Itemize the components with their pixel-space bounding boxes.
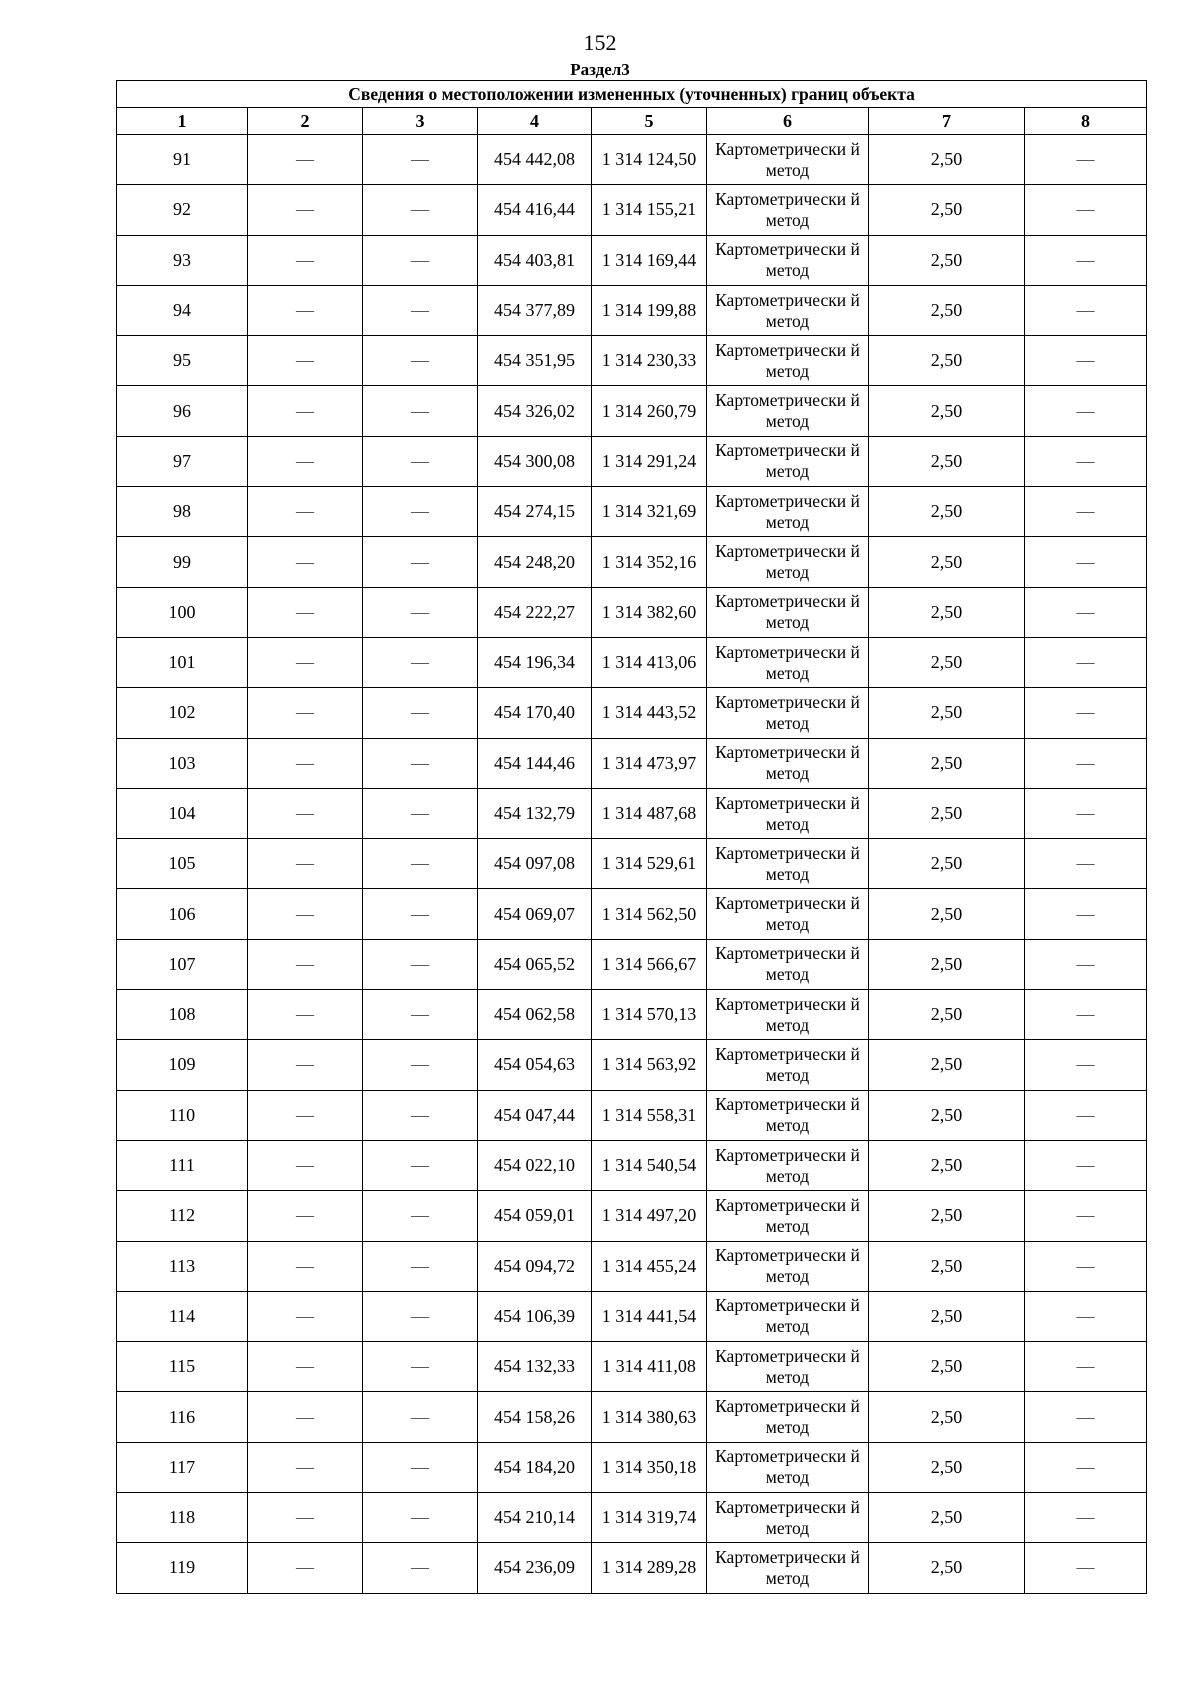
table-row xyxy=(117,487,1147,537)
accuracy-cell: 2,50 xyxy=(869,336,1025,386)
point-number-cell: 116 xyxy=(117,1392,248,1442)
y-coordinate-cell: 1 314 260,79 xyxy=(592,386,707,436)
table-row xyxy=(117,990,1147,1040)
table-row xyxy=(117,135,1147,185)
col3-cell: — xyxy=(363,1241,478,1291)
x-coordinate-cell: 454 144,46 xyxy=(478,738,592,788)
table-row xyxy=(117,1140,1147,1190)
col3-cell: — xyxy=(363,1392,478,1442)
col2-cell: — xyxy=(248,788,363,838)
col3-cell: — xyxy=(363,788,478,838)
x-coordinate-cell: 454 106,39 xyxy=(478,1291,592,1341)
col2-cell: — xyxy=(248,386,363,436)
table-row xyxy=(117,1543,1147,1593)
col3-cell: — xyxy=(363,386,478,436)
table-row xyxy=(117,839,1147,889)
col2-cell: — xyxy=(248,839,363,889)
col8-cell: — xyxy=(1025,1342,1147,1392)
x-coordinate-cell: 454 022,10 xyxy=(478,1140,592,1190)
accuracy-cell: 2,50 xyxy=(869,285,1025,335)
y-coordinate-cell: 1 314 169,44 xyxy=(592,235,707,285)
col2-cell: — xyxy=(248,235,363,285)
x-coordinate-cell: 454 069,07 xyxy=(478,889,592,939)
col2-cell: — xyxy=(248,1543,363,1593)
method-cell: Картометрически й метод xyxy=(707,1090,869,1140)
accuracy-cell: 2,50 xyxy=(869,1040,1025,1090)
point-number-cell: 113 xyxy=(117,1241,248,1291)
y-coordinate-cell: 1 314 230,33 xyxy=(592,336,707,386)
col3-cell: — xyxy=(363,1040,478,1090)
col2-cell: — xyxy=(248,285,363,335)
y-coordinate-cell: 1 314 382,60 xyxy=(592,587,707,637)
y-coordinate-cell: 1 314 558,31 xyxy=(592,1090,707,1140)
col2-cell: — xyxy=(248,990,363,1040)
x-coordinate-cell: 454 300,08 xyxy=(478,436,592,486)
x-coordinate-cell: 454 248,20 xyxy=(478,537,592,587)
col3-cell: — xyxy=(363,185,478,235)
accuracy-cell: 2,50 xyxy=(869,185,1025,235)
col3-cell: — xyxy=(363,336,478,386)
method-cell: Картометрически й метод xyxy=(707,135,869,185)
accuracy-cell: 2,50 xyxy=(869,889,1025,939)
col3-cell: — xyxy=(363,1140,478,1190)
point-number-cell: 101 xyxy=(117,637,248,687)
method-cell: Картометрически й метод xyxy=(707,738,869,788)
col2-cell: — xyxy=(248,336,363,386)
col3-cell: — xyxy=(363,1342,478,1392)
method-cell: Картометрически й метод xyxy=(707,1442,869,1492)
y-coordinate-cell: 1 314 124,50 xyxy=(592,135,707,185)
method-cell: Картометрически й метод xyxy=(707,637,869,687)
col3-cell: — xyxy=(363,1493,478,1543)
point-number-cell: 91 xyxy=(117,135,248,185)
method-cell: Картометрически й метод xyxy=(707,436,869,486)
col3-cell: — xyxy=(363,1291,478,1341)
x-coordinate-cell: 454 062,58 xyxy=(478,990,592,1040)
x-coordinate-cell: 454 132,79 xyxy=(478,788,592,838)
table-row xyxy=(117,688,1147,738)
column-header: 2 xyxy=(248,108,363,135)
col8-cell: — xyxy=(1025,436,1147,486)
col8-cell: — xyxy=(1025,1392,1147,1442)
method-cell: Картометрически й метод xyxy=(707,185,869,235)
table-row xyxy=(117,1040,1147,1090)
accuracy-cell: 2,50 xyxy=(869,738,1025,788)
point-number-cell: 115 xyxy=(117,1342,248,1392)
y-coordinate-cell: 1 314 321,69 xyxy=(592,487,707,537)
accuracy-cell: 2,50 xyxy=(869,587,1025,637)
col3-cell: — xyxy=(363,738,478,788)
point-number-cell: 94 xyxy=(117,285,248,335)
table-row xyxy=(117,1392,1147,1442)
point-number-cell: 114 xyxy=(117,1291,248,1341)
col8-cell: — xyxy=(1025,1493,1147,1543)
col3-cell: — xyxy=(363,487,478,537)
col3-cell: — xyxy=(363,235,478,285)
y-coordinate-cell: 1 314 487,68 xyxy=(592,788,707,838)
col8-cell: — xyxy=(1025,1543,1147,1593)
col2-cell: — xyxy=(248,688,363,738)
col3-cell: — xyxy=(363,990,478,1040)
accuracy-cell: 2,50 xyxy=(869,990,1025,1040)
col8-cell: — xyxy=(1025,1090,1147,1140)
point-number-cell: 102 xyxy=(117,688,248,738)
y-coordinate-cell: 1 314 473,97 xyxy=(592,738,707,788)
col2-cell: — xyxy=(248,1342,363,1392)
col3-cell: — xyxy=(363,135,478,185)
point-number-cell: 97 xyxy=(117,436,248,486)
y-coordinate-cell: 1 314 352,16 xyxy=(592,537,707,587)
col8-cell: — xyxy=(1025,1040,1147,1090)
column-header: 3 xyxy=(363,108,478,135)
method-cell: Картометрически й метод xyxy=(707,688,869,738)
col8-cell: — xyxy=(1025,939,1147,989)
method-cell: Картометрически й метод xyxy=(707,1493,869,1543)
y-coordinate-cell: 1 314 443,52 xyxy=(592,688,707,738)
col8-cell: — xyxy=(1025,285,1147,335)
col8-cell: — xyxy=(1025,637,1147,687)
x-coordinate-cell: 454 222,27 xyxy=(478,587,592,637)
y-coordinate-cell: 1 314 441,54 xyxy=(592,1291,707,1341)
point-number-cell: 110 xyxy=(117,1090,248,1140)
col8-cell: — xyxy=(1025,336,1147,386)
table-row xyxy=(117,235,1147,285)
col3-cell: — xyxy=(363,839,478,889)
method-cell: Картометрически й метод xyxy=(707,285,869,335)
col3-cell: — xyxy=(363,939,478,989)
accuracy-cell: 2,50 xyxy=(869,1442,1025,1492)
table-row xyxy=(117,436,1147,486)
table-row xyxy=(117,185,1147,235)
col2-cell: — xyxy=(248,1241,363,1291)
col8-cell: — xyxy=(1025,990,1147,1040)
accuracy-cell: 2,50 xyxy=(869,1140,1025,1190)
point-number-cell: 112 xyxy=(117,1191,248,1241)
col8-cell: — xyxy=(1025,135,1147,185)
col2-cell: — xyxy=(248,436,363,486)
x-coordinate-cell: 454 274,15 xyxy=(478,487,592,537)
x-coordinate-cell: 454 196,34 xyxy=(478,637,592,687)
table-row xyxy=(117,1342,1147,1392)
x-coordinate-cell: 454 097,08 xyxy=(478,839,592,889)
method-cell: Картометрически й метод xyxy=(707,889,869,939)
col3-cell: — xyxy=(363,1090,478,1140)
point-number-cell: 99 xyxy=(117,537,248,587)
table-row xyxy=(117,537,1147,587)
table-row xyxy=(117,1493,1147,1543)
column-header: 8 xyxy=(1025,108,1147,135)
method-cell: Картометрически й метод xyxy=(707,788,869,838)
col2-cell: — xyxy=(248,487,363,537)
point-number-cell: 106 xyxy=(117,889,248,939)
y-coordinate-cell: 1 314 350,18 xyxy=(592,1442,707,1492)
x-coordinate-cell: 454 351,95 xyxy=(478,336,592,386)
col3-cell: — xyxy=(363,688,478,738)
point-number-cell: 100 xyxy=(117,587,248,637)
point-number-cell: 117 xyxy=(117,1442,248,1492)
col2-cell: — xyxy=(248,1442,363,1492)
method-cell: Картометрически й метод xyxy=(707,939,869,989)
point-number-cell: 119 xyxy=(117,1543,248,1593)
col8-cell: — xyxy=(1025,1140,1147,1190)
y-coordinate-cell: 1 314 562,50 xyxy=(592,889,707,939)
accuracy-cell: 2,50 xyxy=(869,386,1025,436)
point-number-cell: 104 xyxy=(117,788,248,838)
method-cell: Картометрически й метод xyxy=(707,1543,869,1593)
point-number-cell: 118 xyxy=(117,1493,248,1543)
accuracy-cell: 2,50 xyxy=(869,235,1025,285)
point-number-cell: 109 xyxy=(117,1040,248,1090)
col2-cell: — xyxy=(248,738,363,788)
point-number-cell: 108 xyxy=(117,990,248,1040)
accuracy-cell: 2,50 xyxy=(869,637,1025,687)
col3-cell: — xyxy=(363,889,478,939)
table-row xyxy=(117,1241,1147,1291)
y-coordinate-cell: 1 314 413,06 xyxy=(592,637,707,687)
method-cell: Картометрически й метод xyxy=(707,1241,869,1291)
col8-cell: — xyxy=(1025,235,1147,285)
col8-cell: — xyxy=(1025,386,1147,436)
col3-cell: — xyxy=(363,587,478,637)
method-cell: Картометрически й метод xyxy=(707,1291,869,1341)
x-coordinate-cell: 454 210,14 xyxy=(478,1493,592,1543)
accuracy-cell: 2,50 xyxy=(869,1493,1025,1543)
point-number-cell: 103 xyxy=(117,738,248,788)
method-cell: Картометрически й метод xyxy=(707,839,869,889)
table-row xyxy=(117,738,1147,788)
x-coordinate-cell: 454 442,08 xyxy=(478,135,592,185)
x-coordinate-cell: 454 132,33 xyxy=(478,1342,592,1392)
method-cell: Картометрически й метод xyxy=(707,487,869,537)
page-number: 152 xyxy=(583,30,617,55)
y-coordinate-cell: 1 314 563,92 xyxy=(592,1040,707,1090)
point-number-cell: 96 xyxy=(117,386,248,436)
col2-cell: — xyxy=(248,939,363,989)
col2-cell: — xyxy=(248,889,363,939)
table-body xyxy=(117,135,1147,1594)
method-cell: Картометрически й метод xyxy=(707,1191,869,1241)
section-title: Раздел3 xyxy=(570,60,630,79)
table-row xyxy=(117,1291,1147,1341)
col8-cell: — xyxy=(1025,688,1147,738)
col8-cell: — xyxy=(1025,1442,1147,1492)
col8-cell: — xyxy=(1025,587,1147,637)
col3-cell: — xyxy=(363,1543,478,1593)
y-coordinate-cell: 1 314 291,24 xyxy=(592,436,707,486)
col2-cell: — xyxy=(248,537,363,587)
table-row xyxy=(117,788,1147,838)
y-coordinate-cell: 1 314 529,61 xyxy=(592,839,707,889)
column-header: 6 xyxy=(707,108,869,135)
col8-cell: — xyxy=(1025,1241,1147,1291)
col2-cell: — xyxy=(248,1392,363,1442)
accuracy-cell: 2,50 xyxy=(869,436,1025,486)
x-coordinate-cell: 454 326,02 xyxy=(478,386,592,436)
point-number-cell: 93 xyxy=(117,235,248,285)
column-header: 5 xyxy=(592,108,707,135)
col8-cell: — xyxy=(1025,738,1147,788)
col8-cell: — xyxy=(1025,839,1147,889)
col8-cell: — xyxy=(1025,487,1147,537)
y-coordinate-cell: 1 314 155,21 xyxy=(592,185,707,235)
table-row xyxy=(117,1191,1147,1241)
accuracy-cell: 2,50 xyxy=(869,1392,1025,1442)
col8-cell: — xyxy=(1025,788,1147,838)
accuracy-cell: 2,50 xyxy=(869,1241,1025,1291)
col8-cell: — xyxy=(1025,537,1147,587)
y-coordinate-cell: 1 314 540,54 xyxy=(592,1140,707,1190)
col2-cell: — xyxy=(248,1191,363,1241)
col8-cell: — xyxy=(1025,889,1147,939)
col3-cell: — xyxy=(363,436,478,486)
table-row xyxy=(117,1090,1147,1140)
point-number-cell: 105 xyxy=(117,839,248,889)
table-row xyxy=(117,889,1147,939)
method-cell: Картометрически й метод xyxy=(707,1342,869,1392)
point-number-cell: 95 xyxy=(117,336,248,386)
table-row xyxy=(117,587,1147,637)
accuracy-cell: 2,50 xyxy=(869,1543,1025,1593)
table-row xyxy=(117,637,1147,687)
col2-cell: — xyxy=(248,1291,363,1341)
accuracy-cell: 2,50 xyxy=(869,1342,1025,1392)
method-cell: Картометрически й метод xyxy=(707,587,869,637)
method-cell: Картометрически й метод xyxy=(707,386,869,436)
y-coordinate-cell: 1 314 566,67 xyxy=(592,939,707,989)
column-header: 1 xyxy=(117,108,248,135)
method-cell: Картометрически й метод xyxy=(707,1392,869,1442)
x-coordinate-cell: 454 170,40 xyxy=(478,688,592,738)
col3-cell: — xyxy=(363,1442,478,1492)
table-row xyxy=(117,285,1147,335)
y-coordinate-cell: 1 314 380,63 xyxy=(592,1392,707,1442)
accuracy-cell: 2,50 xyxy=(869,939,1025,989)
accuracy-cell: 2,50 xyxy=(869,537,1025,587)
method-cell: Картометрически й метод xyxy=(707,336,869,386)
point-number-cell: 92 xyxy=(117,185,248,235)
col3-cell: — xyxy=(363,285,478,335)
table-caption: Сведения о местоположении измененных (уточненных) границ объекта xyxy=(117,81,1147,108)
col2-cell: — xyxy=(248,637,363,687)
table-row xyxy=(117,336,1147,386)
accuracy-cell: 2,50 xyxy=(869,1090,1025,1140)
accuracy-cell: 2,50 xyxy=(869,688,1025,738)
accuracy-cell: 2,50 xyxy=(869,1291,1025,1341)
y-coordinate-cell: 1 314 411,08 xyxy=(592,1342,707,1392)
column-header: 4 xyxy=(478,108,592,135)
method-cell: Картометрически й метод xyxy=(707,537,869,587)
y-coordinate-cell: 1 314 289,28 xyxy=(592,1543,707,1593)
x-coordinate-cell: 454 416,44 xyxy=(478,185,592,235)
y-coordinate-cell: 1 314 497,20 xyxy=(592,1191,707,1241)
y-coordinate-cell: 1 314 570,13 xyxy=(592,990,707,1040)
table-row xyxy=(117,386,1147,436)
method-cell: Картометрически й метод xyxy=(707,235,869,285)
x-coordinate-cell: 454 094,72 xyxy=(478,1241,592,1291)
accuracy-cell: 2,50 xyxy=(869,788,1025,838)
method-cell: Картометрически й метод xyxy=(707,1140,869,1190)
col2-cell: — xyxy=(248,587,363,637)
y-coordinate-cell: 1 314 455,24 xyxy=(592,1241,707,1291)
x-coordinate-cell: 454 377,89 xyxy=(478,285,592,335)
accuracy-cell: 2,50 xyxy=(869,1191,1025,1241)
column-header-row xyxy=(117,108,1147,135)
accuracy-cell: 2,50 xyxy=(869,135,1025,185)
col2-cell: — xyxy=(248,135,363,185)
x-coordinate-cell: 454 065,52 xyxy=(478,939,592,989)
point-number-cell: 107 xyxy=(117,939,248,989)
x-coordinate-cell: 454 047,44 xyxy=(478,1090,592,1140)
y-coordinate-cell: 1 314 199,88 xyxy=(592,285,707,335)
col8-cell: — xyxy=(1025,185,1147,235)
x-coordinate-cell: 454 236,09 xyxy=(478,1543,592,1593)
accuracy-cell: 2,50 xyxy=(869,839,1025,889)
y-coordinate-cell: 1 314 319,74 xyxy=(592,1493,707,1543)
boundary-table xyxy=(116,80,1147,1594)
x-coordinate-cell: 454 054,63 xyxy=(478,1040,592,1090)
table-row xyxy=(117,939,1147,989)
x-coordinate-cell: 454 059,01 xyxy=(478,1191,592,1241)
point-number-cell: 98 xyxy=(117,487,248,537)
x-coordinate-cell: 454 403,81 xyxy=(478,235,592,285)
col2-cell: — xyxy=(248,1140,363,1190)
method-cell: Картометрически й метод xyxy=(707,1040,869,1090)
x-coordinate-cell: 454 158,26 xyxy=(478,1392,592,1442)
col2-cell: — xyxy=(248,1090,363,1140)
method-cell: Картометрически й метод xyxy=(707,990,869,1040)
col8-cell: — xyxy=(1025,1191,1147,1241)
col3-cell: — xyxy=(363,1191,478,1241)
column-header: 7 xyxy=(869,108,1025,135)
col2-cell: — xyxy=(248,1493,363,1543)
col2-cell: — xyxy=(248,1040,363,1090)
table-row xyxy=(117,1442,1147,1492)
point-number-cell: 111 xyxy=(117,1140,248,1190)
x-coordinate-cell: 454 184,20 xyxy=(478,1442,592,1492)
col3-cell: — xyxy=(363,537,478,587)
accuracy-cell: 2,50 xyxy=(869,487,1025,537)
col2-cell: — xyxy=(248,185,363,235)
col3-cell: — xyxy=(363,637,478,687)
col8-cell: — xyxy=(1025,1291,1147,1341)
